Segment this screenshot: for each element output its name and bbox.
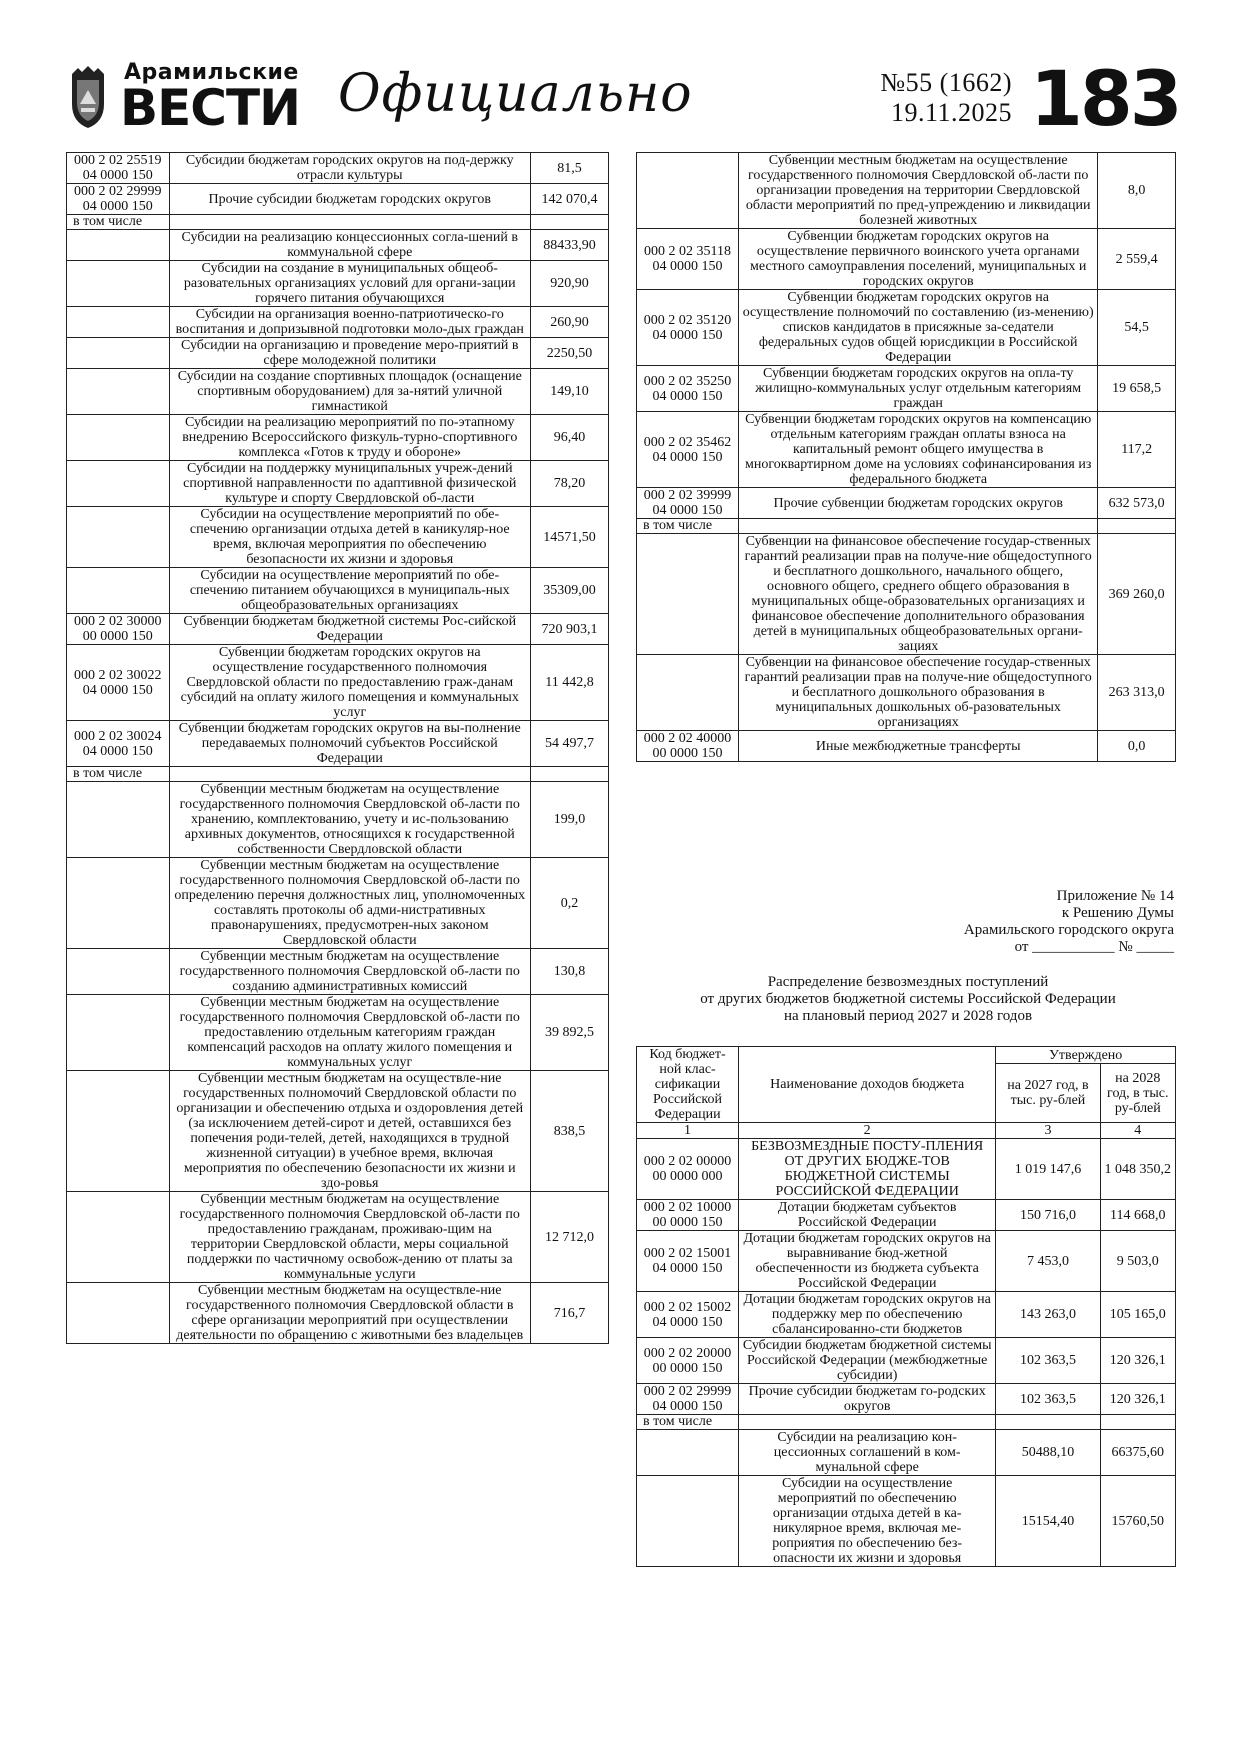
appendix-line: Арамильского городского округа (963, 922, 1174, 938)
income-name: Субвенции бюджетам городских округов на осуществление государственного полномочия Свердловской области по предоставлению граж-данам субсидий на оплату жилого помещения и коммунальных услуг (169, 645, 530, 721)
column-number: 4 (1100, 1123, 1175, 1139)
column-number: 2 (739, 1123, 996, 1139)
amount-2027: 15154,40 (996, 1476, 1100, 1567)
empty-cell (530, 767, 608, 782)
table-row (67, 767, 609, 782)
coat-of-arms-icon (68, 64, 108, 130)
amount-2028: 1 048 350,2 (1100, 1139, 1175, 1200)
header-2028: на 2028 год, в тыс. ру-блей (1100, 1064, 1175, 1123)
budget-code: 000 2 02 35462 04 0000 150 (637, 412, 739, 488)
masthead (62, 54, 1182, 144)
amount: 2250,50 (530, 338, 608, 369)
income-name: Дотации бюджетам городских округов на поддержку мер по обеспечению сбалансированно-сти бюджетов (739, 1292, 996, 1338)
header-code: Код бюджет-ной клас-сификации Российской Федерации (637, 1047, 739, 1123)
budget-code (67, 338, 170, 369)
empty-cell (169, 767, 530, 782)
amount-2028: 120 326,1 (1100, 1384, 1175, 1415)
appendix-line: от ___________ № _____ (1014, 939, 1174, 955)
table-row (67, 307, 609, 338)
right-budget-table (636, 152, 1176, 762)
table-row (637, 731, 1176, 762)
income-name: Иные межбюджетные трансферты (739, 731, 1098, 762)
income-name: Дотации бюджетам городских округов на выравнивание бюд-жетной обеспеченности из бюджета субъекта Российской Федерации (739, 1231, 996, 1292)
in-that-number-label: в том числе (67, 215, 170, 230)
budget-code: 000 2 02 20000 00 0000 150 (637, 1338, 739, 1384)
income-name: Субвенции местным бюджетам на осуществле-ние государственного полномочия Свердловской области в сфере организации мероприятий при осуществлении деятельности по обращению с животными без владельцев (169, 1283, 530, 1344)
income-name: Субвенции бюджетам городских округов на компенсацию отдельным категориям граждан оплаты взноса на капитальный ремонт общего имущества в многоквартирном доме на условиях софинансирования из федерального бюджета (739, 412, 1098, 488)
table-row (637, 366, 1176, 412)
amount: 54 497,7 (530, 721, 608, 767)
budget-code (637, 1476, 739, 1567)
amount: 720 903,1 (530, 614, 608, 645)
in-that-number-label: в том числе (637, 519, 739, 534)
title-line: от других бюджетов бюджетной системы Российской Федерации (700, 991, 1116, 1007)
budget-code (67, 369, 170, 415)
income-name: Субсидии на создание спортивных площадок (оснащение спортивным оборудованием) для за-нятий уличной гимнастикой (169, 369, 530, 415)
table-row (637, 488, 1176, 519)
budget-code (67, 568, 170, 614)
empty-cell (530, 215, 608, 230)
empty-cell (1100, 1415, 1175, 1430)
budget-code (67, 949, 170, 995)
budget-code: 000 2 02 15001 04 0000 150 (637, 1231, 739, 1292)
table-row (637, 1139, 1176, 1200)
table-row (67, 230, 609, 261)
income-name: Субсидии на реализацию концессионных согла-шений в коммунальной сфере (169, 230, 530, 261)
table-row (67, 153, 609, 184)
appendix-line: Приложение № 14 (1056, 888, 1174, 904)
income-name: Субвенции на финансовое обеспечение государ-ственных гарантий реализации прав на получе-ние общедоступного и бесплатного дошкольного, начального общего, основного общего, среднего общего образования в муниципальных обще-образовательных организациях и финансовое обеспечение дополнительного образования детей в муниципальных общеобразовательных органи-зациях (739, 534, 1098, 655)
income-name: Субсидии на поддержку муниципальных учреж-дений спортивной направленности по адаптивной физической культуре и спорту Свердловской об-ласти (169, 461, 530, 507)
income-name: Субвенции местным бюджетам на осуществление государственного полномочия Свердловской об-ласти по созданию административных комиссий (169, 949, 530, 995)
income-name: Дотации бюджетам субъектов Российской Федерации (739, 1200, 996, 1231)
budget-code: 000 2 02 29999 04 0000 150 (67, 184, 170, 215)
budget-code (67, 230, 170, 261)
amount-2027: 102 363,5 (996, 1384, 1100, 1415)
budget-code (67, 307, 170, 338)
page-number: 183 (1030, 54, 1180, 143)
income-name: Прочие субвенции бюджетам городских округов (739, 488, 1098, 519)
logo-title-main: ВЕСТИ (120, 79, 300, 137)
budget-code (67, 782, 170, 858)
income-name: Субсидии бюджетам бюджетной системы Российской Федерации (межбюджетные субсидии) (739, 1338, 996, 1384)
appendix-note (860, 888, 1174, 956)
in-that-number-label: в том числе (637, 1415, 739, 1430)
budget-code: 000 2 02 15002 04 0000 150 (637, 1292, 739, 1338)
income-name: Прочие субсидии бюджетам городских округов (169, 184, 530, 215)
table-row (67, 1071, 609, 1192)
budget-code: 000 2 02 30022 04 0000 150 (67, 645, 170, 721)
amount-2028: 120 326,1 (1100, 1338, 1175, 1384)
income-name: Субсидии на организацию и проведение меро-приятий в сфере молодежной политики (169, 338, 530, 369)
budget-code (637, 153, 739, 229)
budget-code (637, 1430, 739, 1476)
table-row (67, 415, 609, 461)
amount: 0,0 (1098, 731, 1176, 762)
income-name: Субвенции местным бюджетам на осуществление государственного полномочия Свердловской об-ласти по организации проведения на территории Свердловской области мероприятий по пред-упреждению и ликвидации болезней животных (739, 153, 1098, 229)
income-name: Субсидии на осуществление мероприятий по обеспечению организации отдыха детей в ка-никулярное время, включая ме-роприятия по обеспечению без-опасности их жизни и здоровья (739, 1476, 996, 1567)
table-row (67, 995, 609, 1071)
table-row (637, 229, 1176, 290)
income-name: Субвенции бюджетам городских округов на опла-ту жилищно-коммунальных услуг отдельным категориям граждан (739, 366, 1098, 412)
title-line: на плановый период 2027 и 2028 годов (783, 1008, 1033, 1024)
table-row (67, 645, 609, 721)
table-row (67, 721, 609, 767)
amount: 19 658,5 (1098, 366, 1176, 412)
income-name: Субвенции бюджетам бюджетной системы Рос-сийской Федерации (169, 614, 530, 645)
amount-2027: 150 716,0 (996, 1200, 1100, 1231)
amount: 0,2 (530, 858, 608, 949)
budget-code: 000 2 02 35250 04 0000 150 (637, 366, 739, 412)
budget-code (637, 655, 739, 731)
budget-code (67, 415, 170, 461)
income-name: Субвенции местным бюджетам на осуществле-ние государственных полномочий Свердловской области по организации и обеспечению отдыха и оздоровления детей (за исключением детей-сирот и детей, оставшихся без попечения роди-телей, детей, находящихся в трудной жизненной ситуации) в учебное время, включая мероприятия по обеспечению безопасности их жизни и здо-ровья (169, 1071, 530, 1192)
amount: 12 712,0 (530, 1192, 608, 1283)
amount: 11 442,8 (530, 645, 608, 721)
table-row (637, 1231, 1176, 1292)
planned-table-body (637, 1139, 1176, 1567)
table-row (637, 290, 1176, 366)
budget-code: 000 2 02 30000 00 0000 150 (67, 614, 170, 645)
income-name: Прочие субсидии бюджетам го-родских округов (739, 1384, 996, 1415)
amount-2027: 102 363,5 (996, 1338, 1100, 1384)
budget-code (637, 534, 739, 655)
header-2027: на 2027 год, в тыс. ру-блей (996, 1064, 1100, 1123)
income-name: Субсидии на организация военно-патриотическо-го воспитания и допризывной подготовки моло-дых граждан (169, 307, 530, 338)
table-row (67, 184, 609, 215)
table-row (637, 1292, 1176, 1338)
income-name: Субсидии на осуществление мероприятий по обе-спечению питанием обучающихся в муниципаль-ных общеобразовательных организациях (169, 568, 530, 614)
budget-code: 000 2 02 25519 04 0000 150 (67, 153, 170, 184)
budget-code: 000 2 02 40000 00 0000 150 (637, 731, 739, 762)
income-name: Субвенции бюджетам городских округов на осуществление первичного воинского учета органами местного самоуправления поселений, муниципальных и городских округов (739, 229, 1098, 290)
amount-2028: 15760,50 (1100, 1476, 1175, 1567)
empty-cell (739, 519, 1098, 534)
income-name: Субвенции местным бюджетам на осуществление государственного полномочия Свердловской об-ласти по определению перечня должностных лиц, уполномоченных составлять протоколы об адми-нистративных правонарушениях, предусмотрен-ных законом Свердловской области (169, 858, 530, 949)
title-line: Распределение безвозмездных поступлений (767, 974, 1049, 990)
amount: 14571,50 (530, 507, 608, 568)
budget-code (67, 1192, 170, 1283)
table-row (637, 655, 1176, 731)
budget-code: 000 2 02 39999 04 0000 150 (637, 488, 739, 519)
amount: 88433,90 (530, 230, 608, 261)
amount: 369 260,0 (1098, 534, 1176, 655)
income-name: Субвенции местным бюджетам на осуществление государственного полномочия Свердловской об-ласти по хранению, комплектованию, учету и ис-пользованию архивных документов, относящихся к государственной собственности Свердловской области (169, 782, 530, 858)
empty-cell (169, 215, 530, 230)
table-row (67, 614, 609, 645)
table-row (67, 782, 609, 858)
planned-table-header (637, 1047, 1176, 1139)
income-name: Субсидии на создание в муниципальных общеоб-разовательных организациях условий для органи-зации горячего питания обучающихся (169, 261, 530, 307)
budget-code: 000 2 02 35120 04 0000 150 (637, 290, 739, 366)
amount: 149,10 (530, 369, 608, 415)
table-row (67, 215, 609, 230)
left-budget-table (66, 152, 609, 1344)
right-table-body (637, 153, 1176, 762)
appendix-line: к Решению Думы (1061, 905, 1174, 921)
amount-2028: 9 503,0 (1100, 1231, 1175, 1292)
income-name: Субвенции бюджетам городских округов на вы-полнение передаваемых полномочий субъектов Российской Федерации (169, 721, 530, 767)
table-row (637, 1384, 1176, 1415)
amount-2027: 143 263,0 (996, 1292, 1100, 1338)
budget-code (67, 858, 170, 949)
amount: 35309,00 (530, 568, 608, 614)
amount-2027: 7 453,0 (996, 1231, 1100, 1292)
amount-2028: 66375,60 (1100, 1430, 1175, 1476)
income-name: Субвенции местным бюджетам на осуществление государственного полномочия Свердловской об-ласти по предоставлению гражданам, проживаю-щим на территории Свердловской области, меры социальной поддержки по частичному освобож-дению от платы за коммунальные услуги (169, 1192, 530, 1283)
table-row (67, 461, 609, 507)
amount: 632 573,0 (1098, 488, 1176, 519)
income-name: Субвенции местным бюджетам на осуществление государственного полномочия Свердловской об-ласти по предоставлению отдельным категориям граждан компенсаций расходов на оплату жилого помещения и коммунальных услуг (169, 995, 530, 1071)
amount-2028: 114 668,0 (1100, 1200, 1175, 1231)
budget-code (67, 1283, 170, 1344)
amount: 78,20 (530, 461, 608, 507)
logo-title-top: Арамильские (124, 60, 299, 85)
budget-code (67, 507, 170, 568)
table-row (637, 1415, 1176, 1430)
amount: 716,7 (530, 1283, 608, 1344)
amount: 263 313,0 (1098, 655, 1176, 731)
table-row (67, 1283, 609, 1344)
amount-2027: 50488,10 (996, 1430, 1100, 1476)
budget-code: 000 2 02 35118 04 0000 150 (637, 229, 739, 290)
table-row (637, 153, 1176, 229)
header-name: Наименование доходов бюджета (739, 1047, 996, 1123)
table-row (67, 949, 609, 995)
left-table-body (67, 153, 609, 1344)
table-row (67, 369, 609, 415)
amount: 54,5 (1098, 290, 1176, 366)
amount: 130,8 (530, 949, 608, 995)
table-row (67, 261, 609, 307)
budget-code (67, 461, 170, 507)
table-row (637, 519, 1176, 534)
planned-period-table (636, 1046, 1176, 1567)
amount: 260,90 (530, 307, 608, 338)
amount: 81,5 (530, 153, 608, 184)
budget-code (67, 1071, 170, 1192)
income-name: Субсидии бюджетам городских округов на под-держку отрасли культуры (169, 153, 530, 184)
table-row (637, 1476, 1176, 1567)
issue-info (880, 68, 1012, 128)
in-that-number-label: в том числе (67, 767, 170, 782)
budget-code: 000 2 02 29999 04 0000 150 (637, 1384, 739, 1415)
table-row (67, 858, 609, 949)
empty-cell (996, 1415, 1100, 1430)
budget-code: 000 2 02 30024 04 0000 150 (67, 721, 170, 767)
issue-date: 19.11.2025 (890, 98, 1012, 127)
amount: 2 559,4 (1098, 229, 1176, 290)
budget-code: 000 2 02 00000 00 0000 000 (637, 1139, 739, 1200)
income-name: Субвенции бюджетам городских округов на осуществление полномочий по составлению (из-менению) списков кандидатов в присяжные за-седатели федеральных судов общей юрисдикции в Российской Федерации (739, 290, 1098, 366)
table-row (67, 568, 609, 614)
budget-code: 000 2 02 10000 00 0000 150 (637, 1200, 739, 1231)
column-number: 3 (996, 1123, 1100, 1139)
section-title: Официально (338, 64, 693, 124)
issue-number: №55 (1662) (880, 68, 1012, 97)
header-approved: Утверждено (996, 1047, 1176, 1064)
amount-2027: 1 019 147,6 (996, 1139, 1100, 1200)
amount: 117,2 (1098, 412, 1176, 488)
empty-cell (1098, 519, 1176, 534)
table-row (637, 1200, 1176, 1231)
empty-cell (739, 1415, 996, 1430)
newspaper-logo (62, 58, 300, 138)
amount: 96,40 (530, 415, 608, 461)
column-number: 1 (637, 1123, 739, 1139)
table-row (637, 1338, 1176, 1384)
amount: 838,5 (530, 1071, 608, 1192)
amount: 39 892,5 (530, 995, 608, 1071)
income-name: БЕЗВОЗМЕЗДНЫЕ ПОСТУ-ПЛЕНИЯ ОТ ДРУГИХ БЮДЖЕ-ТОВ БЮДЖЕТНОЙ СИСТЕМЫ РОССИЙСКОЙ ФЕДЕРАЦИИ (739, 1139, 996, 1200)
budget-code (67, 261, 170, 307)
income-name: Субсидии на реализацию мероприятий по по-этапному внедрению Всероссийского физкуль-турно-спортивного комплекса «Готов к труду и обороне» (169, 415, 530, 461)
table-row (637, 534, 1176, 655)
amount: 199,0 (530, 782, 608, 858)
income-name: Субсидии на реализацию кон-цессионных соглашений в ком-мунальной сфере (739, 1430, 996, 1476)
income-name: Субсидии на осуществление мероприятий по обе-спечению организации отдыха детей в каникуляр-ное время, включая мероприятия по обеспечению безопасности их жизни и здоровья (169, 507, 530, 568)
table-row (67, 507, 609, 568)
amount: 142 070,4 (530, 184, 608, 215)
budget-code (67, 995, 170, 1071)
table-row (67, 338, 609, 369)
amount-2028: 105 165,0 (1100, 1292, 1175, 1338)
table-row (67, 1192, 609, 1283)
table-row (637, 1430, 1176, 1476)
amount: 920,90 (530, 261, 608, 307)
income-name: Субвенции на финансовое обеспечение государ-ственных гарантий реализации прав на получе-ние общедоступного и бесплатного дошкольного образования в муниципальных дошкольных об-разовательных организациях (739, 655, 1098, 731)
amount: 8,0 (1098, 153, 1176, 229)
distribution-title (640, 974, 1176, 1025)
table-row (637, 412, 1176, 488)
